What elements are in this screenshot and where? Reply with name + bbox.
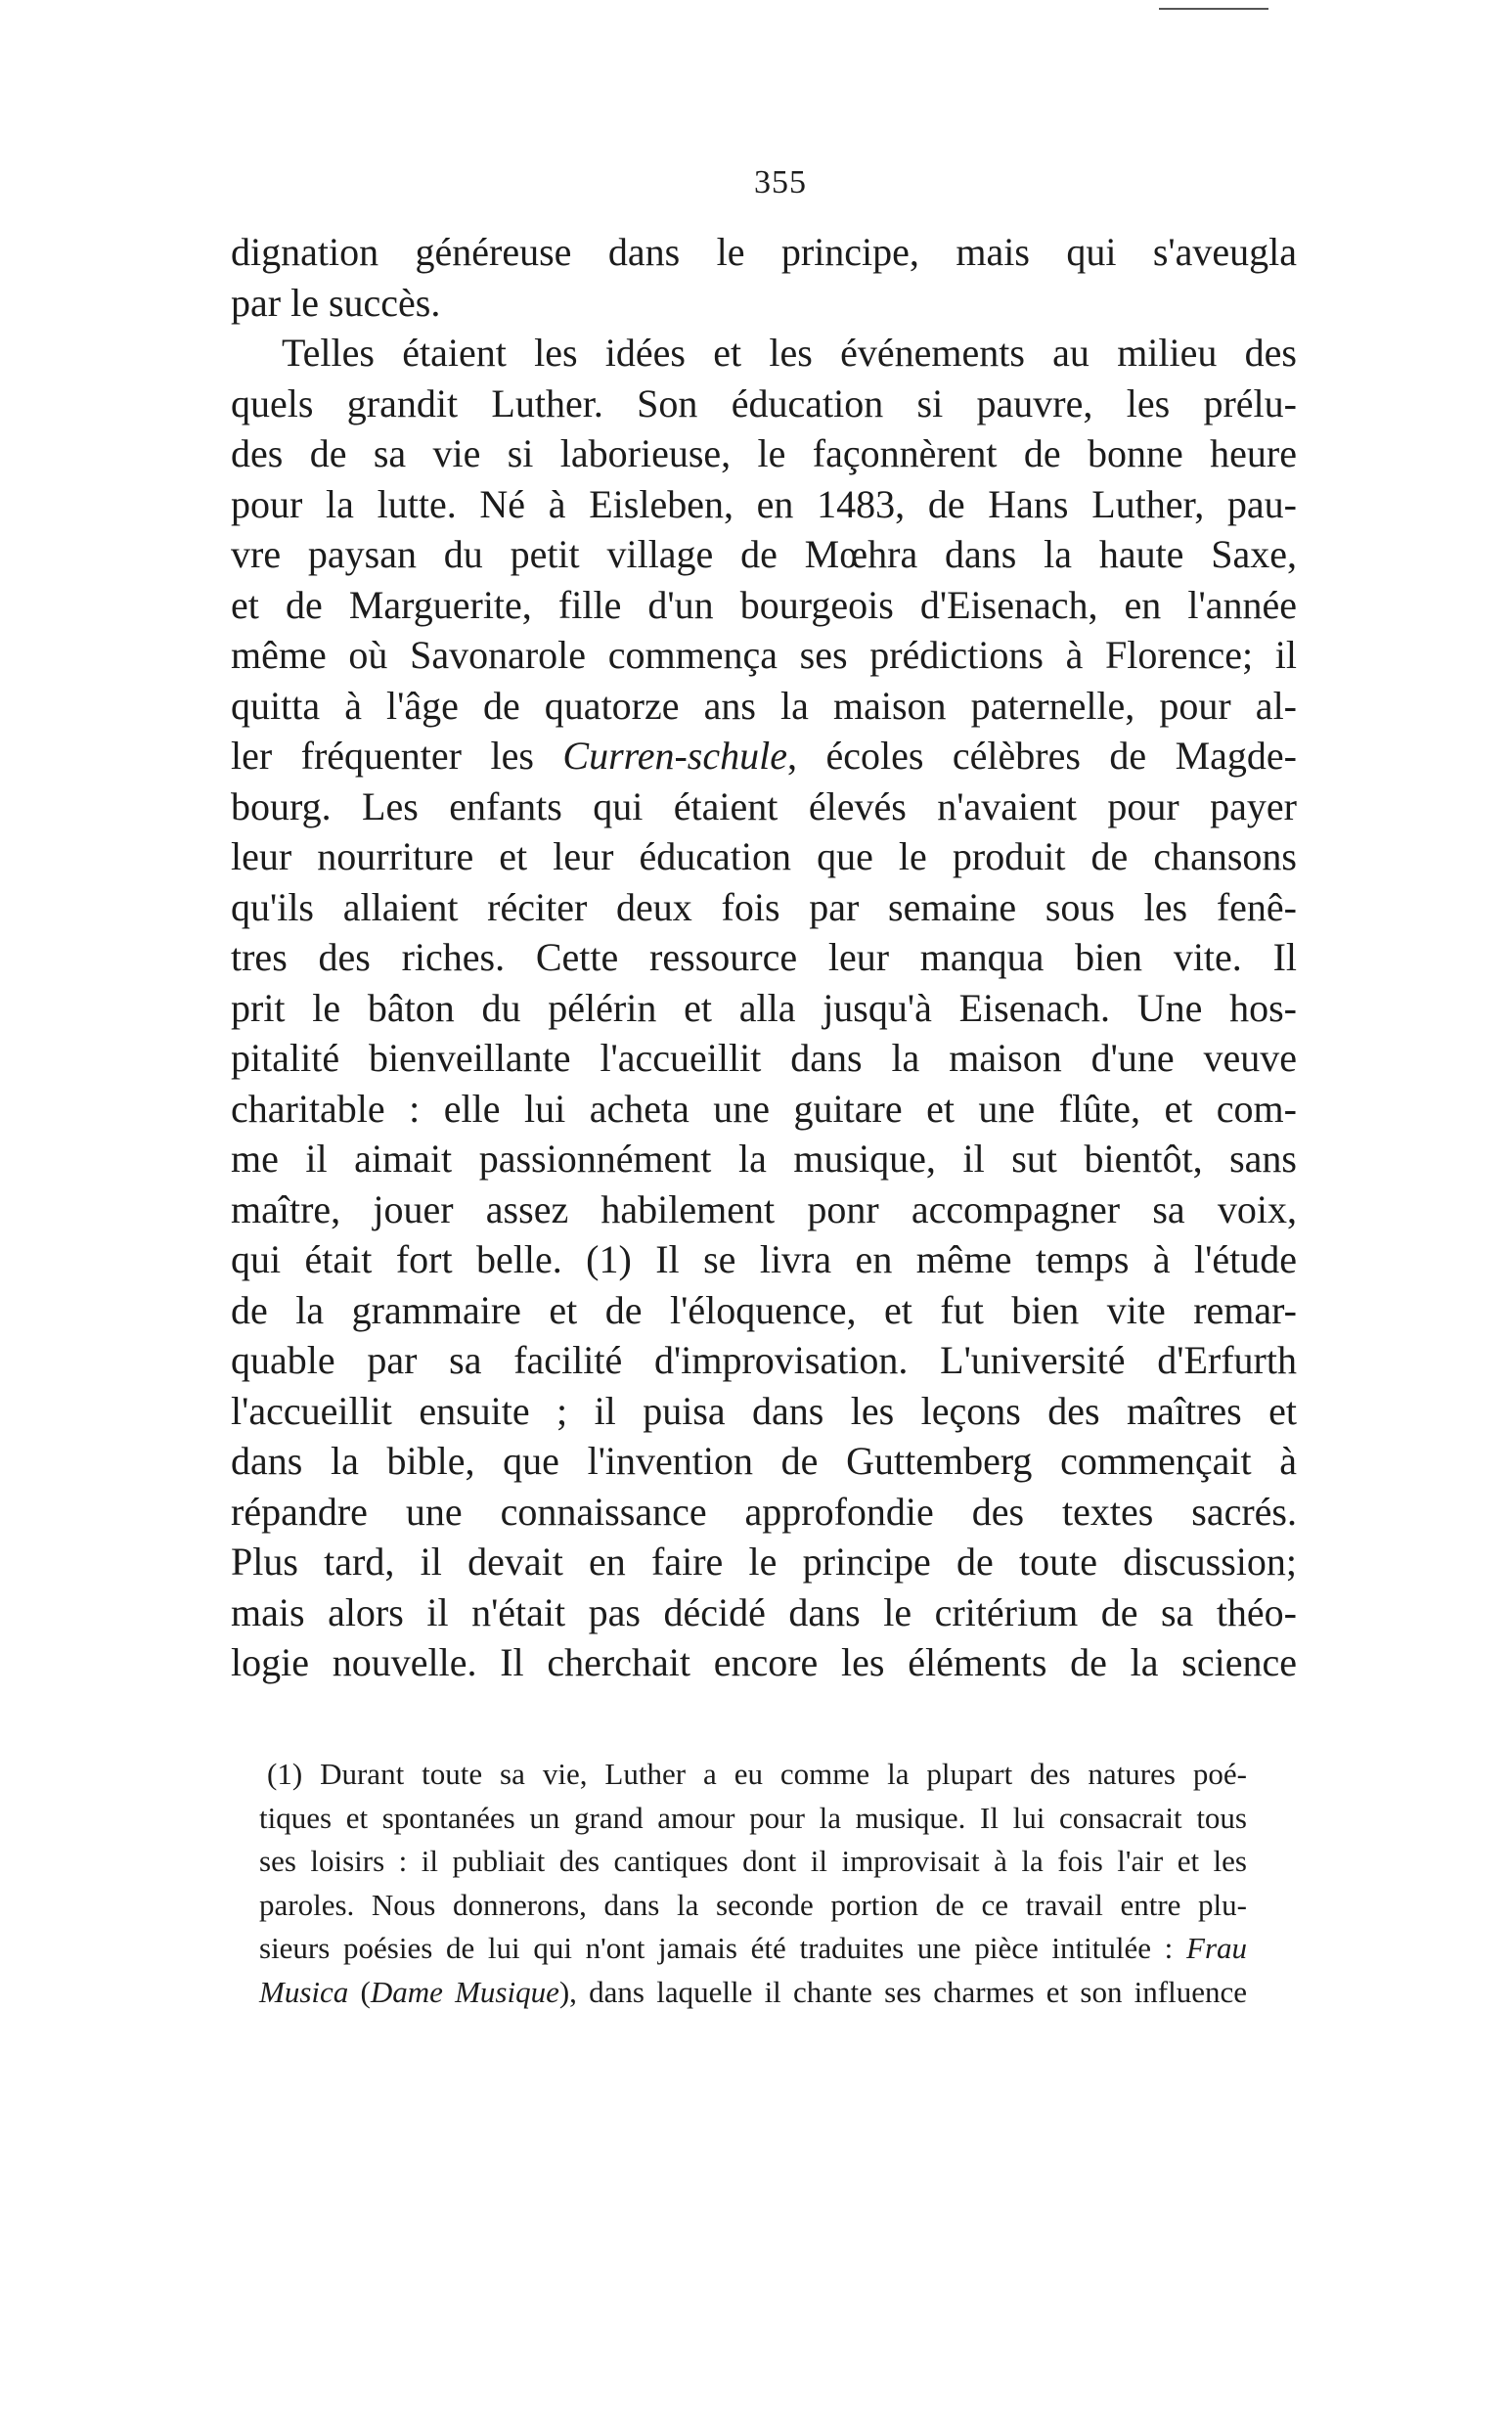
body-line: même où Savonarole commença ses prédictions à Florence; il xyxy=(231,633,1297,677)
body-line: de la grammaire et de l'éloquence, et fut bien vite remar- xyxy=(231,1287,1297,1332)
top-rule xyxy=(1159,8,1268,10)
body-line: leur nourriture et leur éducation que le produit de chansons xyxy=(231,834,1297,878)
body-line: répandre une connaissance approfondie des textes sacrés. xyxy=(231,1489,1297,1534)
body-line: des de sa vie si laborieuse, le façonnèrent de bonne heure xyxy=(231,431,1297,475)
body-line: Telles étaient les idées et les événements au milieu des xyxy=(282,331,1297,375)
body-line: dignation généreuse dans le principe, mais qui s'aveugla xyxy=(231,230,1297,274)
body-line: dans la bible, que l'invention de Guttemberg commençait à xyxy=(231,1439,1297,1483)
body-line: logie nouvelle. Il cherchait encore les éléments de la science xyxy=(231,1640,1297,1684)
line-text-after: , écoles célèbres de Magde- xyxy=(786,734,1297,778)
body-line: quable par sa facilité d'improvisation. L'université d'Erfurth xyxy=(231,1338,1297,1382)
body-line: qui était fort belle. (1) Il se livra en même temps à l'étude xyxy=(231,1237,1297,1281)
body-line: prit le bâton du pélérin et alla jusqu'à Eisenach. Une hos- xyxy=(231,985,1297,1030)
footnote-text: ), dans laquelle il chante ses charmes et son influence xyxy=(558,1974,1247,2009)
footnote xyxy=(259,1753,1247,2014)
body-text xyxy=(231,227,1297,1688)
body-line: qu'ils allaient réciter deux fois par semaine sous les fenê- xyxy=(231,884,1297,929)
title-italic: Musica xyxy=(259,1974,349,2009)
body-line: pitalité bienveillante l'accueillit dans la maison d'une veuve xyxy=(231,1036,1297,1080)
body-line: mais alors il n'était pas décidé dans le critérium de sa théo- xyxy=(231,1589,1297,1634)
page-number: 355 xyxy=(754,164,807,201)
body-line: bourg. Les enfants qui étaient élevés n'avaient pour payer xyxy=(231,783,1297,828)
body-line: quitta à l'âge de quatorze ans la maison paternelle, pour al- xyxy=(231,683,1297,728)
body-line-with-italic xyxy=(231,731,1297,782)
footnote-line: tiques et spontanées un grand amour pour la musique. Il lui consacrait tous xyxy=(259,1800,1247,1835)
body-line: l'accueillit ensuite ; il puisa dans les leçons des maîtres et xyxy=(231,1388,1297,1433)
school-name-italic: Curren-schule xyxy=(562,734,787,778)
footnote-line-with-italic xyxy=(259,1971,1247,2015)
footnote-text: sieurs poésies de lui qui n'ont jamais été traduites une pièce intitulée : xyxy=(259,1931,1174,1965)
body-line: quels grandit Luther. Son éducation si pauvre, les prélu- xyxy=(231,380,1297,425)
footnote-text: ( xyxy=(348,1974,371,2009)
footnote-line: (1) Durant toute sa vie, Luther a eu comme la plupart des natures poé- xyxy=(267,1757,1247,1791)
body-line: maître, jouer assez habilement ponr accompagner sa voix, xyxy=(231,1186,1297,1231)
footnote-line-with-italic xyxy=(259,1927,1247,1971)
line-text-before: ler fréquenter les xyxy=(231,734,563,778)
footnote-line: ses loisirs : il publiait des cantiques dont il improvisait à la fois l'air et les xyxy=(259,1844,1247,1878)
title-italic: Frau xyxy=(1186,1931,1248,1965)
footnote-line: paroles. Nous donnerons, dans la seconde portion de ce travail entre plu- xyxy=(259,1887,1247,1922)
body-line: pour la lutte. Né à Eisleben, en 1483, de Hans Luther, pau- xyxy=(231,481,1297,526)
body-line: Plus tard, il devait en faire le principe de toute discussion; xyxy=(231,1540,1297,1584)
title-translation-italic: Dame Musique xyxy=(370,1974,559,2009)
body-line: vre paysan du petit village de Mœhra dans la haute Saxe, xyxy=(231,532,1297,576)
body-line: me il aimait passionnément la musique, il sut bientôt, sans xyxy=(231,1137,1297,1181)
body-line: par le succès. xyxy=(231,280,441,325)
body-line: et de Marguerite, fille d'un bourgeois d'Eisenach, en l'année xyxy=(231,582,1297,627)
body-line: charitable : elle lui acheta une guitare et une flûte, et com- xyxy=(231,1086,1297,1131)
body-line: tres des riches. Cette ressource leur manqua bien vite. Il xyxy=(231,935,1297,979)
